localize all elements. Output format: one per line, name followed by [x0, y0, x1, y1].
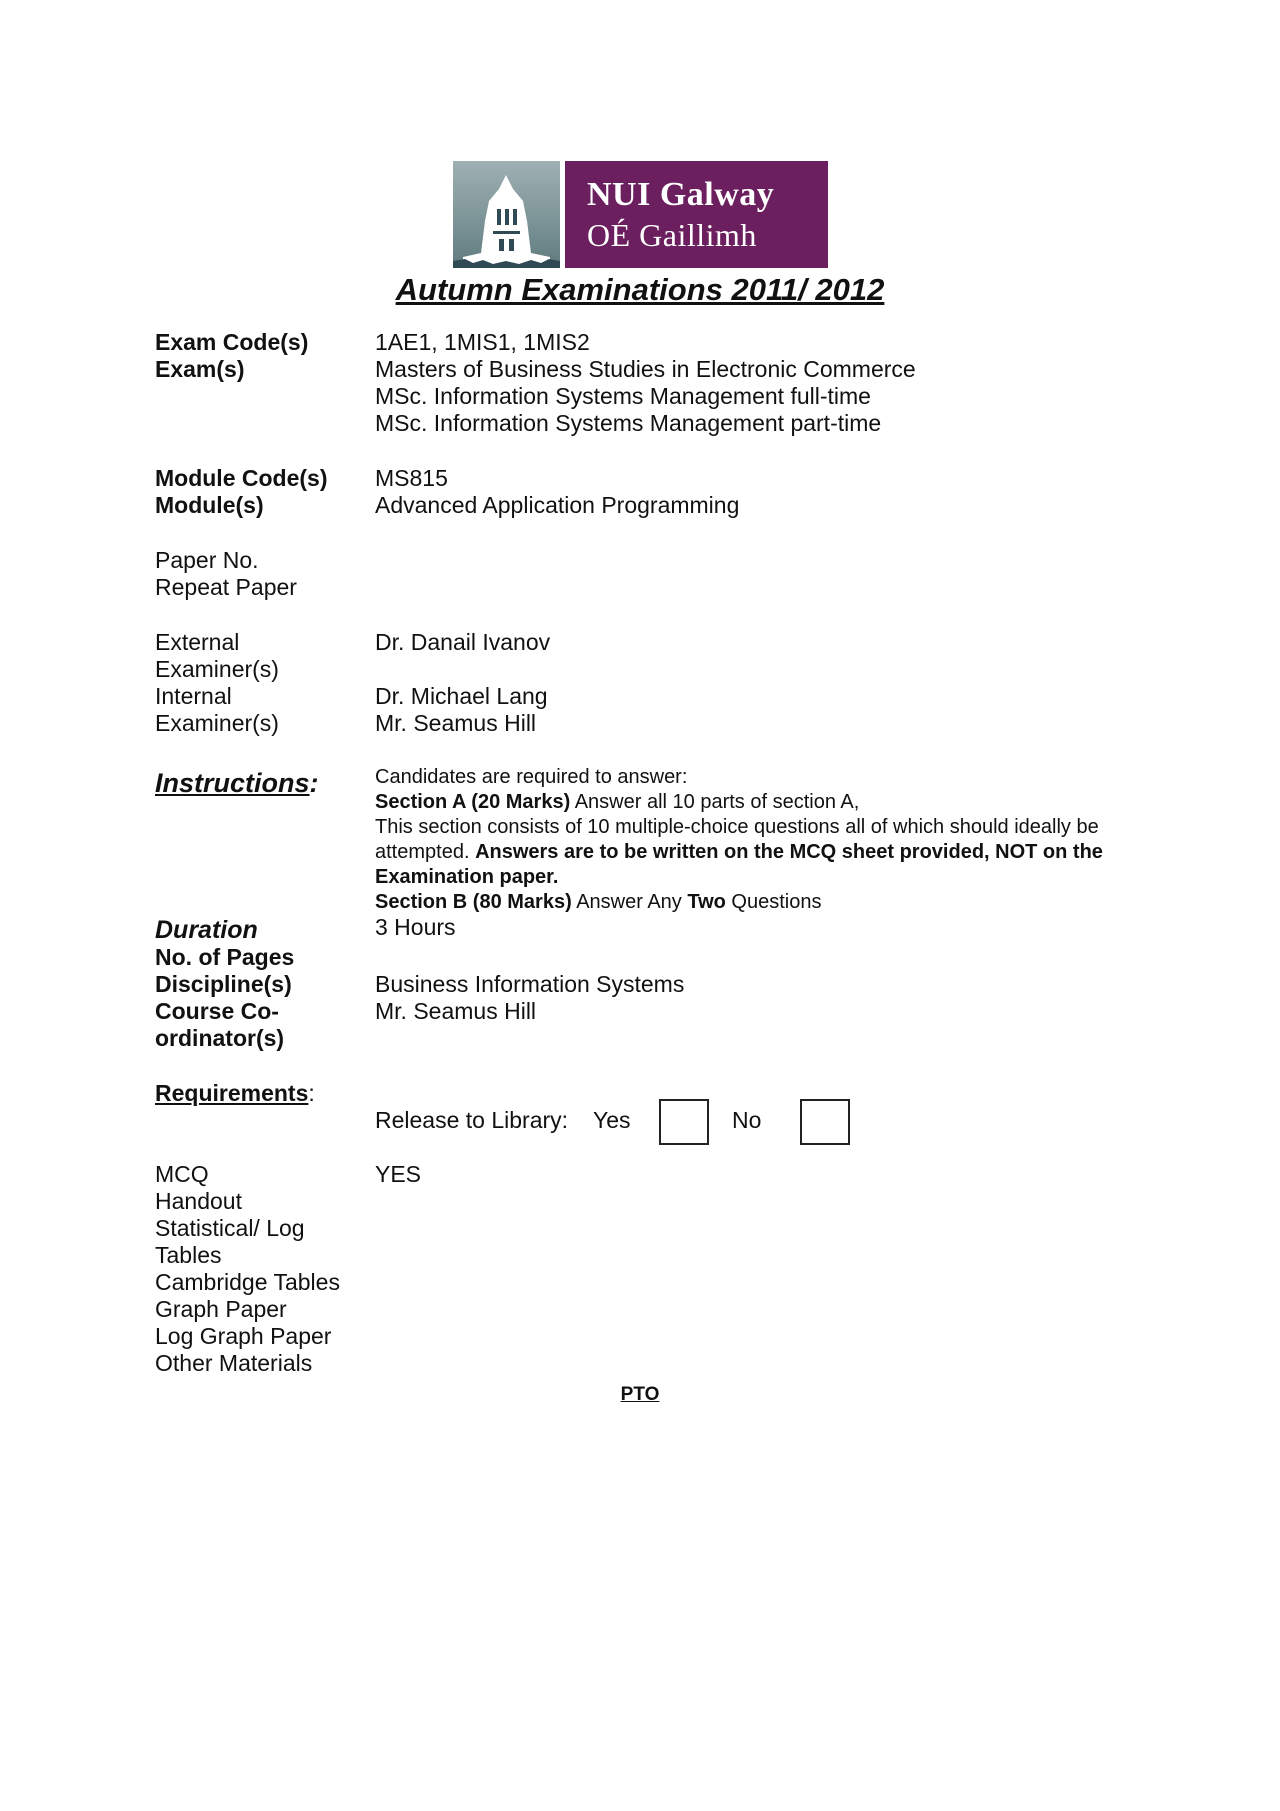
discipline-label: Discipline(s)	[155, 971, 292, 997]
mcq-warning: Answers are to be written on the MCQ sheet provided, NOT on the Examination paper.	[375, 841, 1103, 888]
release-yes-label: Yes	[593, 1107, 631, 1133]
pto-note: PTO	[620, 1384, 660, 1405]
exam-code-label: Exam Code(s)	[155, 329, 309, 355]
module-name-value: Advanced Application Programming	[375, 492, 740, 518]
release-yes-checkbox[interactable]	[659, 1099, 709, 1145]
requirements-label-text: Requirements	[155, 1080, 309, 1106]
requirement-item: MCQ	[155, 1161, 209, 1187]
internal-examiner-value: Dr. Michael Lang	[375, 683, 548, 709]
coordinator-label: Course Co-	[155, 998, 279, 1024]
section-a-heading: Section A (20 Marks)	[375, 791, 571, 813]
section-b-line	[375, 890, 1145, 915]
release-to-library-label: Release to Library:	[375, 1107, 569, 1133]
requirement-item: Tables	[155, 1242, 222, 1268]
module-code-label: Module Code(s)	[155, 465, 328, 491]
university-tower-icon	[453, 161, 560, 268]
requirement-item: Handout	[155, 1188, 242, 1214]
requirement-item: Log Graph Paper	[155, 1323, 332, 1349]
logo-wordmark	[565, 161, 828, 268]
module-label: Module(s)	[155, 492, 264, 518]
exam-label: Exam(s)	[155, 356, 245, 382]
instructions-label-text: Instructions	[155, 768, 310, 798]
section-b-heading: Section B (80 Marks)	[375, 891, 572, 913]
internal-examiner-label: Internal	[155, 683, 232, 709]
paper-no-label: Paper No.	[155, 547, 259, 573]
requirement-item: Graph Paper	[155, 1296, 287, 1322]
discipline-value: Business Information Systems	[375, 971, 685, 997]
section-b-text: Answer Any	[571, 891, 688, 913]
requirement-item: Statistical/ Log	[155, 1215, 305, 1241]
exam-title: Autumn Examinations 2011/ 2012	[395, 272, 885, 307]
section-a-text: Answer all 10 parts of section A,	[570, 791, 860, 813]
mcq-value: YES	[375, 1161, 422, 1187]
module-code-value: MS815	[375, 465, 448, 491]
requirement-item: Cambridge Tables	[155, 1269, 340, 1295]
requirements-colon: :	[308, 1080, 315, 1106]
external-examiner-label: External	[155, 629, 240, 655]
coordinator-value: Mr. Seamus Hill	[375, 998, 537, 1024]
section-b-text: Questions	[725, 891, 822, 913]
external-examiner-label: Examiner(s)	[155, 656, 279, 682]
pages-label: No. of Pages	[155, 944, 295, 970]
requirements-label	[155, 1080, 315, 1107]
release-no-label: No	[732, 1107, 762, 1133]
logo-line-irish: OÉ Gaillimh	[587, 216, 757, 253]
section-b-count: Two	[687, 891, 726, 913]
external-examiner-value: Dr. Danail Ivanov	[375, 629, 551, 655]
section-a-line	[375, 790, 1145, 815]
mcq-text: This section consists of 10 multiple-choice questions all of which should ideally be attempted.	[375, 816, 1099, 863]
duration-value: 3 Hours	[375, 914, 456, 940]
requirement-item: Other Materials	[155, 1350, 313, 1376]
release-no-checkbox[interactable]	[800, 1099, 850, 1145]
university-logo	[453, 161, 828, 268]
repeat-paper-label: Repeat Paper	[155, 574, 297, 600]
instructions-text	[375, 765, 1145, 915]
exam-code-value: 1AE1, 1MIS1, 1MIS2	[375, 329, 590, 355]
exam-name: MSc. Information Systems Management part-time	[375, 410, 882, 436]
instructions-colon: :	[309, 768, 319, 798]
coordinator-label: ordinator(s)	[155, 1025, 285, 1051]
mcq-instructions	[375, 815, 1145, 890]
logo-line-english: NUI Galway	[587, 175, 775, 213]
instructions-label	[155, 768, 319, 799]
exam-name: Masters of Business Studies in Electronic Commerce	[375, 356, 916, 382]
internal-examiner-label: Examiner(s)	[155, 710, 279, 736]
exam-name: MSc. Information Systems Management full-time	[375, 383, 871, 409]
duration-label: Duration	[155, 916, 258, 944]
instructions-intro: Candidates are required to answer:	[375, 766, 688, 788]
internal-examiner-value: Mr. Seamus Hill	[375, 710, 537, 736]
